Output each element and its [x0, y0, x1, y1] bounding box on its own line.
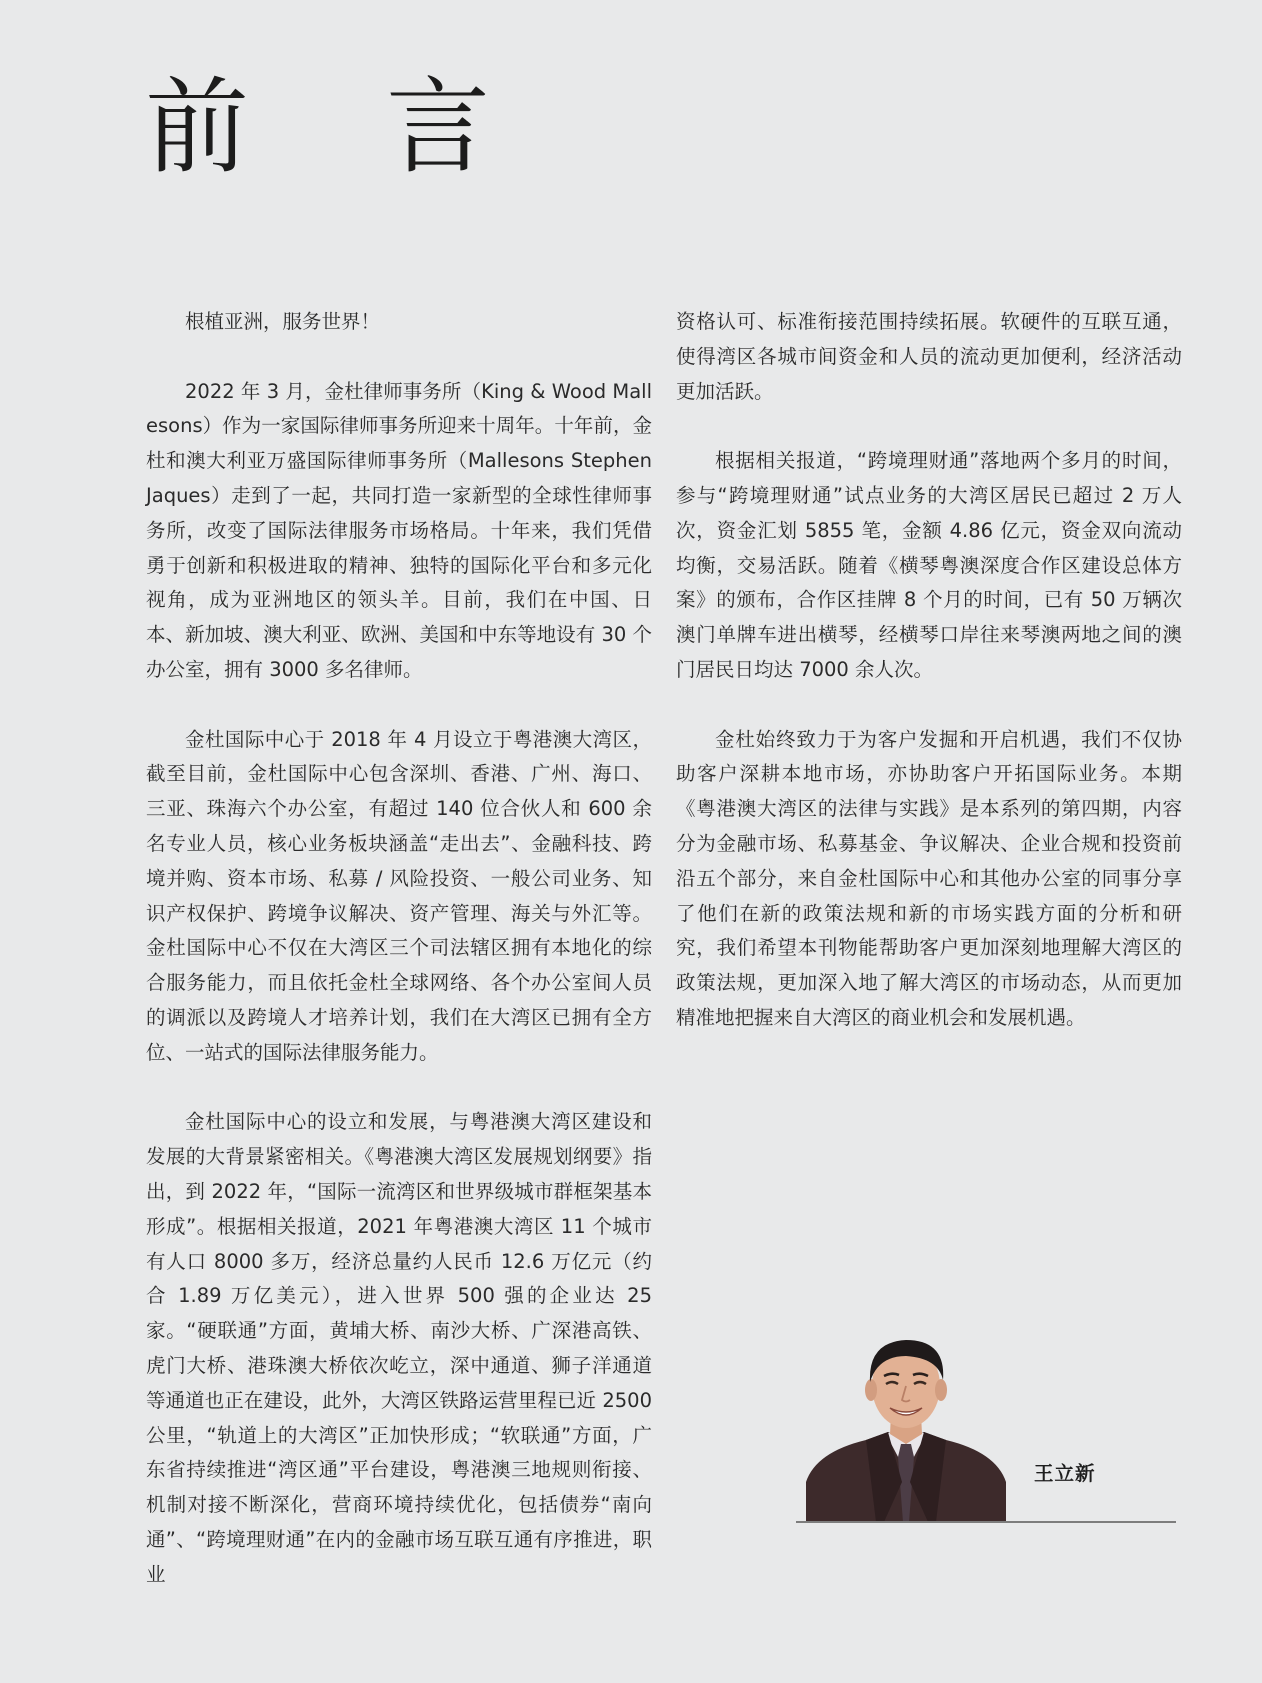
paragraph-cross-border-wealth: 根据相关报道，“跨境理财通”落地两个多月的时间，参与“跨境理财通”试点业务的大湾区居民已超过 2 万人次，资金汇划 5855 笔，金额 4.86 亿元，资金双向流动均衡，交易活跃。随着《横琴粤澳深度合作区建设总体方案》的颁布，合作区挂牌 8 个月的时间，已有 50 万辆次澳门单牌车进出横琴，经横琴口岸往来琴澳两地之间的澳门居民日均达 7000 余人次。 [676, 449, 1182, 681]
signature-block [796, 1328, 1176, 1524]
page-title: 前 言 [145, 66, 543, 188]
left-text-column [146, 305, 652, 1627]
paragraph-greater-bay-area: 金杜国际中心的设立和发展，与粤港澳大湾区建设和发展的大背景紧密相关。《粤港澳大湾区发展规划纲要》指出，到 2022 年，“国际一流湾区和世界级城市群框架基本形成”。根据相关报道，2021 年粤港澳大湾区 11 个城市有人口 8000 多万，经济总量约人民币 12.6 万亿元（约合 1.89 万亿美元），进入世界 500 强的企业达 25 家。“硬联通”方面，黄埔大桥、南沙大桥、广深港高铁、虎门大桥、港珠澳大桥依次屹立，深中通道、狮子洋通道等通道也正在建设，此外，大湾区铁路运营里程已近 2500 公里，“轨道上的大湾区”正加快形成；“软联通”方面，广东省持续推进“湾区通”平台建设，粤港澳三地规则衔接、机制对接不断深化，营商环境持续优化，包括债券“南向通”、“跨境理财通”在内的金融市场互联互通有序推进，职业 [146, 1110, 652, 1586]
paragraph-international-center: 金杜国际中心于 2018 年 4 月设立于粤港澳大湾区，截至目前，金杜国际中心包含深圳、香港、广州、海口、三亚、珠海六个办公室，有超过 140 位合伙人和 600 余名专业人员，核心业务板块涵盖“走出去”、金融科技、跨境并购、资本市场、私募 / 风险投资、一般公司业务、知识产权保护、跨境争议解决、资产管理、海关与外汇等。金杜国际中心不仅在大湾区三个司法辖区拥有本地化的综合服务能力，而且依托金杜全球网络、各个办公室间人员的调派以及跨境人才培养计划，我们在大湾区已拥有全方位、一站式的国际法律服务能力。 [146, 727, 652, 1064]
paragraph-continuation: 资格认可、标准衔接范围持续拓展。软硬件的互联互通，使得湾区各城市间资金和人员的流动更加便利，经济活动更加活跃。 [676, 310, 1182, 403]
paragraph-commitment: 金杜始终致力于为客户发掘和开启机遇，我们不仅协助客户深耕本地市场，亦协助客户开拓国际业务。本期《粤港澳大湾区的法律与实践》是本系列的第四期，内容分为金融市场、私募基金、争议解决、企业合规和投资前沿五个部分，来自金杜国际中心和其他办公室的同事分享了他们在新的政策法规和新的市场实践方面的分析和研究，我们希望本刊物能帮助客户更加深刻地理解大湾区的政策法规，更加深入地了解大湾区的市场动态，从而更加精准地把握来自大湾区的商业机会和发展机遇。 [676, 727, 1182, 1029]
author-portrait [806, 1332, 1006, 1522]
opening-line: 根植亚洲，服务世界！ [185, 310, 381, 333]
portrait-illustration [806, 1332, 1006, 1522]
author-name: 王立新 [1034, 1462, 1096, 1485]
signature-rule [796, 1521, 1176, 1523]
right-text-column [676, 305, 1182, 1071]
paragraph-firm-anniversary: 2022 年 3 月，金杜律师事务所（King & Wood Mallesons）作为一家国际律师事务所迎来十周年。十年前，金杜和澳大利亚万盛国际律师事务所（Mallesons Stephen Jaques）走到了一起，共同打造一家新型的全球性律师事务所，改变了国际法律服务市场格局。十年来，我们凭借勇于创新和积极进取的精神、独特的国际化平台和多元化视角，成为亚洲地区的领头羊。目前，我们在中国、日本、新加坡、澳大利亚、欧洲、美国和中东等地设有 30 个办公室，拥有 3000 多名律师。 [146, 379, 652, 681]
